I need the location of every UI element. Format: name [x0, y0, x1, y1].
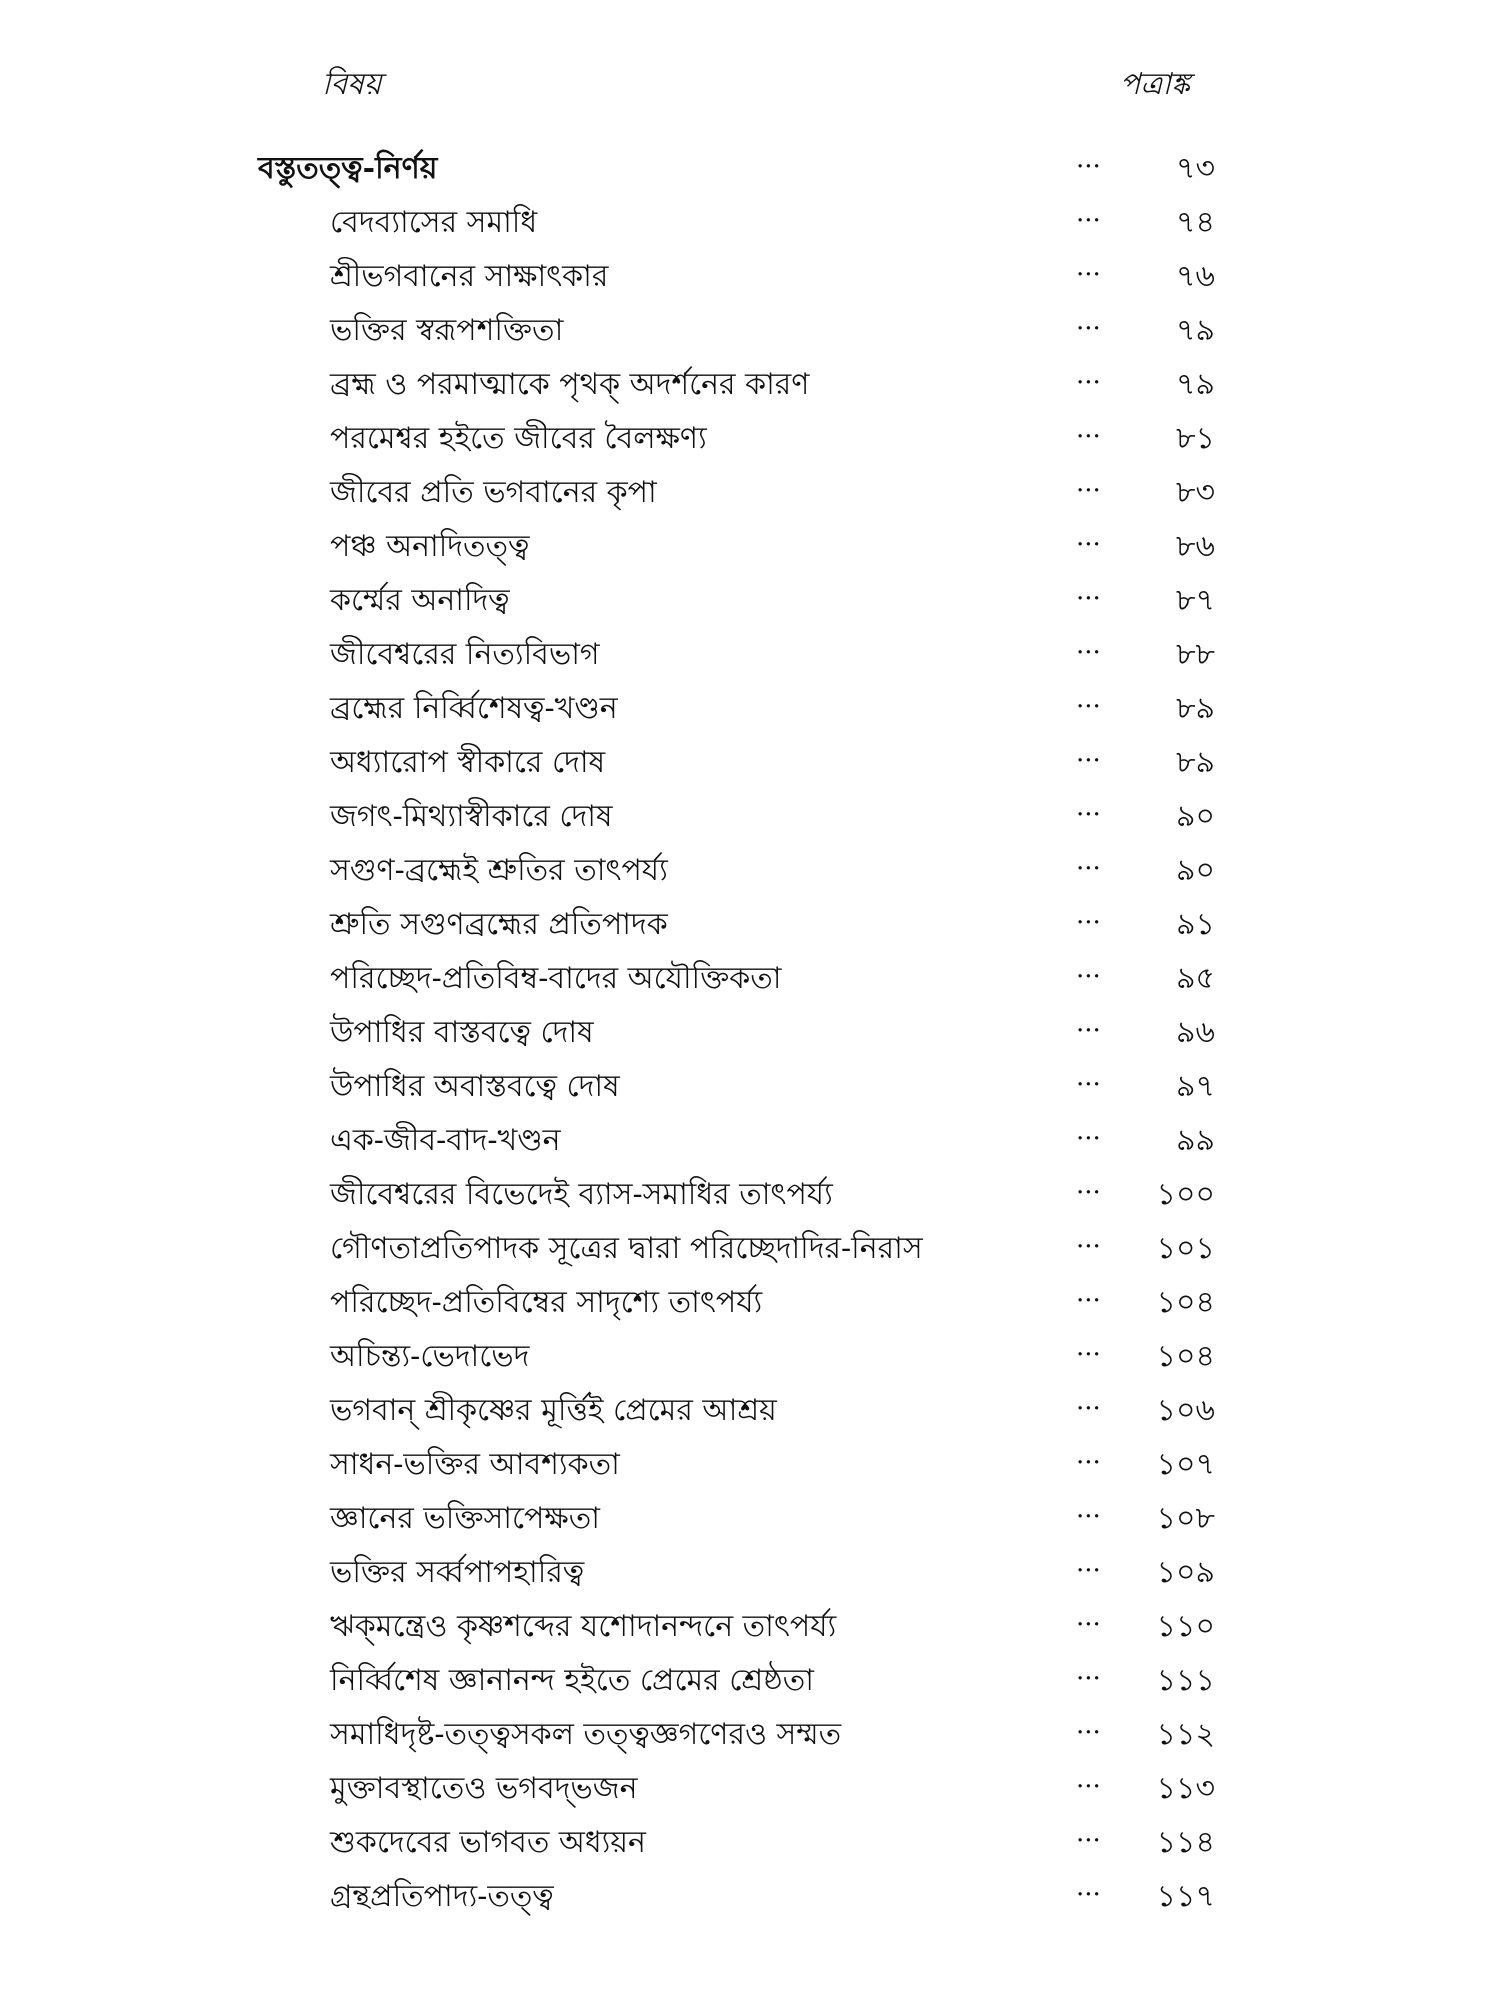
toc-leader-dots: ...: [1076, 1224, 1101, 1254]
toc-page-number: ৮৬: [1176, 529, 1215, 564]
toc-entry-title: উপাধির অবাস্তবত্বে দোষ: [330, 1069, 620, 1104]
toc-leader-dots: ...: [1076, 684, 1101, 714]
toc-leader-dots: ...: [1076, 954, 1101, 984]
toc-leader-dots: ...: [1076, 1764, 1101, 1794]
toc-header: [0, 60, 1500, 110]
toc-leader-dots: ...: [1076, 1332, 1101, 1362]
toc-entry-title: এক-জীব-বাদ-খণ্ডন: [330, 1123, 561, 1158]
toc-page-number: ৮৯: [1176, 691, 1215, 726]
toc-entry: [0, 570, 1500, 624]
toc-page-number: ৭৩: [1175, 151, 1215, 186]
toc-page-number: ৯০: [1176, 853, 1215, 888]
toc-page-number: ৭৯: [1176, 313, 1215, 348]
toc-entry: [0, 1056, 1500, 1110]
toc-entry: [0, 1866, 1500, 1920]
toc-page-number: ৯৯: [1176, 1123, 1215, 1158]
toc-page-number: ৭৯: [1176, 367, 1215, 402]
toc-entry: [0, 1704, 1500, 1758]
toc-entry: [0, 1326, 1500, 1380]
toc-page-number: ৯৭: [1176, 1069, 1215, 1104]
toc-leader-dots: ...: [1076, 522, 1101, 552]
toc-leader-dots: ...: [1076, 1278, 1101, 1308]
toc-entry: [0, 1164, 1500, 1218]
toc-entry-title: ঋক্‌মন্ত্রেও কৃষ্ণশব্দের যশোদানন্দনে তাৎপর্য্য: [330, 1609, 837, 1644]
subject-column-heading: বিষয়: [322, 67, 382, 102]
toc-page-number: ১০০: [1156, 1177, 1215, 1212]
toc-leader-dots: ...: [1076, 846, 1101, 876]
toc-leader-dots: ...: [1076, 1710, 1101, 1740]
toc-page-number: ৯১: [1176, 907, 1215, 942]
toc-leader-dots: ...: [1076, 792, 1101, 822]
toc-entry: [0, 1434, 1500, 1488]
toc-leader-dots: ...: [1076, 630, 1101, 660]
toc-entry-title: নির্ব্বিশেষ জ্ঞানানন্দ হইতে প্রেমের শ্রেষ্ঠতা: [330, 1663, 814, 1698]
toc-entry: [0, 246, 1500, 300]
toc-entry: [0, 1488, 1500, 1542]
toc-leader-dots: ...: [1076, 468, 1101, 498]
toc-page-number: ৯৬: [1176, 1015, 1215, 1050]
toc-page-number: ১০৪: [1156, 1339, 1215, 1374]
toc-leader-dots: ...: [1076, 1602, 1101, 1632]
toc-leader-dots: ...: [1076, 252, 1101, 282]
toc-leader-dots: ...: [1076, 1494, 1101, 1524]
toc-entry-title: জগৎ-মিথ্যাস্বীকারে দোষ: [330, 799, 613, 834]
toc-entry: [0, 1542, 1500, 1596]
toc-entry: [0, 894, 1500, 948]
toc-entry-title: জীবের প্রতি ভগবানের কৃপা: [330, 475, 657, 510]
toc-leader-dots: ...: [1076, 576, 1101, 606]
toc-leader-dots: ...: [1076, 198, 1101, 228]
toc-entry-title: সাধন-ভক্তির আবশ্যকতা: [330, 1447, 620, 1482]
toc-entry-title: অধ্যারোপ স্বীকারে দোষ: [330, 745, 606, 780]
toc-entry-title: কর্ম্মের অনাদিত্ব: [330, 583, 510, 618]
toc-page-number: ১১৭: [1156, 1879, 1215, 1914]
toc-entry-title: ভগবান্ শ্রীকৃষ্ণের মূর্ত্তিই প্রেমের আশ্রয়: [330, 1393, 777, 1428]
toc-entry: [0, 1380, 1500, 1434]
toc-page-number: ১১৩: [1156, 1771, 1215, 1806]
page-column-heading: পত্রাঙ্ক: [1120, 67, 1190, 102]
toc-entry: [0, 678, 1500, 732]
toc-page-number: ১০৮: [1156, 1501, 1215, 1536]
toc-section-heading: [0, 138, 1500, 192]
toc-entry: [0, 1596, 1500, 1650]
toc-page-number: ১১২: [1156, 1717, 1215, 1752]
toc-entry: [0, 624, 1500, 678]
toc-leader-dots: ...: [1076, 360, 1101, 390]
toc-entry: [0, 354, 1500, 408]
toc-entry: [0, 462, 1500, 516]
toc-leader-dots: ...: [1076, 1818, 1101, 1848]
toc-leader-dots: ...: [1076, 1008, 1101, 1038]
toc-entry-title: জীবেশ্বরের নিত্যবিভাগ: [330, 637, 600, 672]
toc-page-number: ৮৩: [1176, 475, 1215, 510]
toc-entry: [0, 786, 1500, 840]
toc-entry-title: ভক্তির স্বরূপশক্তিতা: [330, 313, 564, 348]
toc-entry: [0, 1812, 1500, 1866]
toc-leader-dots: ...: [1076, 900, 1101, 930]
toc-entry: [0, 1650, 1500, 1704]
toc-page-number: ১১৪: [1156, 1825, 1215, 1860]
toc-leader-dots: ...: [1076, 1386, 1101, 1416]
table-of-contents: [0, 138, 1500, 1920]
toc-entry: [0, 408, 1500, 462]
toc-entry-title: উপাধির বাস্তবত্বে দোষ: [330, 1015, 594, 1050]
toc-entry-title: জ্ঞানের ভক্তিসাপেক্ষতা: [330, 1501, 600, 1536]
toc-entry-title: ব্রহ্ম ও পরমাত্মাকে পৃথক্ অদর্শনের কারণ: [330, 367, 810, 402]
toc-entry-title: অচিন্ত্য-ভেদাভেদ: [330, 1339, 530, 1374]
toc-leader-dots: ...: [1076, 1440, 1101, 1470]
toc-page-number: ৯৫: [1176, 961, 1215, 996]
toc-entry: [0, 1002, 1500, 1056]
toc-entry: [0, 192, 1500, 246]
toc-page-number: ১১০: [1156, 1609, 1215, 1644]
toc-entry-title: পরিচ্ছেদ-প্রতিবিম্বের সাদৃশ্যে তাৎপর্য্য: [330, 1285, 763, 1320]
toc-entry-title: সমাধিদৃষ্ট-তত্ত্বসকল তত্ত্বজ্ঞগণেরও সম্মত: [330, 1717, 842, 1752]
toc-leader-dots: ...: [1076, 1062, 1101, 1092]
toc-entry-title: সগুণ-ব্রহ্মেই শ্রুতির তাৎপর্য্য: [330, 853, 668, 888]
toc-entry: [0, 840, 1500, 894]
toc-entry: [0, 516, 1500, 570]
toc-entry: [0, 1218, 1500, 1272]
toc-page-number: ৭৬: [1175, 259, 1215, 294]
toc-entry: [0, 948, 1500, 1002]
toc-entry-title: বস্তুতত্ত্ব-নির্ণয়: [258, 151, 438, 186]
toc-leader-dots: ...: [1076, 738, 1101, 768]
toc-page-number: ৮৯: [1176, 745, 1215, 780]
toc-page-number: ১০৯: [1156, 1555, 1215, 1590]
toc-entry: [0, 1110, 1500, 1164]
toc-entry: [0, 732, 1500, 786]
toc-entry: [0, 300, 1500, 354]
toc-page-number: ৯০: [1176, 799, 1215, 834]
toc-entry-title: ভক্তির সর্ব্বপাপহারিত্ব: [330, 1555, 585, 1590]
toc-page-number: ৮৭: [1176, 583, 1215, 618]
toc-entry: [0, 1758, 1500, 1812]
toc-page-number: ১০৪: [1156, 1285, 1215, 1320]
toc-entry-title: পঞ্চ অনাদিতত্ত্ব: [330, 529, 530, 564]
toc-leader-dots: ...: [1076, 306, 1101, 336]
toc-leader-dots: ...: [1076, 414, 1101, 444]
toc-page-number: ১০৬: [1156, 1393, 1215, 1428]
toc-page-number: ১১১: [1156, 1663, 1215, 1698]
toc-entry-title: ব্রহ্মের নির্ব্বিশেষত্ব-খণ্ডন: [330, 691, 618, 726]
toc-leader-dots: ...: [1076, 1656, 1101, 1686]
toc-page-number: ৮১: [1176, 421, 1215, 456]
toc-leader-dots: ...: [1076, 1170, 1101, 1200]
toc-entry-title: শ্রুতি সগুণব্রহ্মের প্রতিপাদক: [330, 907, 668, 942]
toc-entry-title: গ্রন্থপ্রতিপাদ্য-তত্ত্ব: [330, 1879, 554, 1914]
toc-entry-title: শ্রীভগবানের সাক্ষাৎকার: [330, 259, 609, 294]
toc-page-number: ৭৪: [1176, 205, 1215, 240]
toc-leader-dots: ...: [1076, 1548, 1101, 1578]
toc-leader-dots: ...: [1076, 1116, 1101, 1146]
toc-page-number: ১০৭: [1156, 1447, 1215, 1482]
toc-page-number: ১০১: [1156, 1231, 1215, 1266]
toc-entry-title: পরমেশ্বর হইতে জীবের বৈলক্ষণ্য: [330, 421, 707, 456]
toc-leader-dots: ...: [1076, 144, 1101, 174]
toc-entry-title: জীবেশ্বরের বিভেদেই ব্যাস-সমাধির তাৎপর্য্য: [330, 1177, 833, 1212]
toc-entry-title: বেদব্যাসের সমাধি: [330, 205, 538, 240]
toc-leader-dots: ...: [1076, 1872, 1101, 1902]
toc-entry-title: পরিচ্ছেদ-প্রতিবিম্ব-বাদের অযৌক্তিকতা: [330, 961, 782, 996]
toc-entry-title: শুকদেবের ভাগবত অধ্যয়ন: [330, 1825, 646, 1860]
toc-page-number: ৮৮: [1176, 637, 1215, 672]
toc-entry: [0, 1272, 1500, 1326]
toc-entry-title: মুক্তাবস্থাতেও ভগবদ্‌ভজন: [330, 1771, 638, 1806]
toc-entry-title: গৌণতাপ্রতিপাদক সূত্রের দ্বারা পরিচ্ছেদাদির-নিরাস: [330, 1231, 923, 1266]
